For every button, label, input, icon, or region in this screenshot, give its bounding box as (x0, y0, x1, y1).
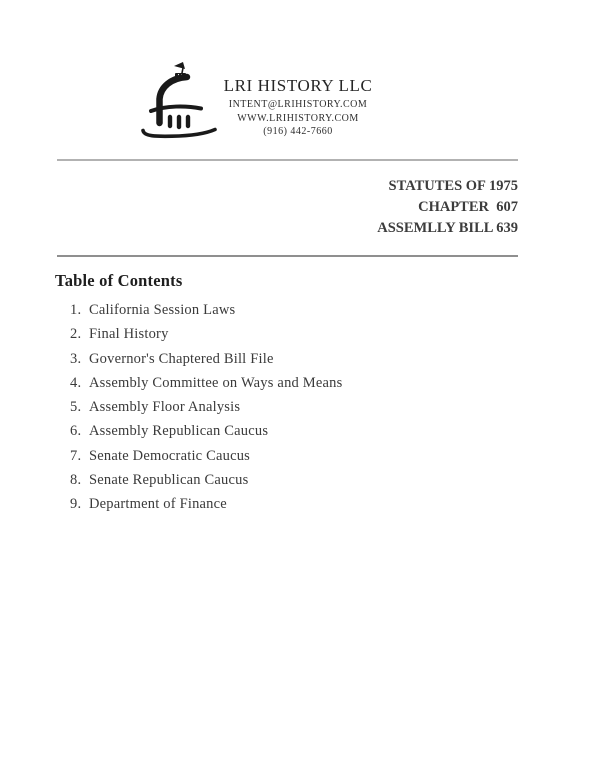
bottom-divider (57, 255, 518, 257)
toc-item-label: Assembly Committee on Ways and Means (89, 374, 343, 391)
toc-item-label: Final History (89, 326, 169, 343)
toc-item-number: 9. (70, 496, 82, 513)
statute-reference-block (0, 176, 518, 239)
toc-item (70, 471, 530, 490)
toc-item (70, 374, 530, 393)
phone-line: (916) 442-7660 (263, 126, 333, 137)
bill-line: ASSEMLLY BILL 639 (377, 220, 518, 236)
toc-item-label: California Session Laws (89, 302, 236, 318)
toc-item-label: Assembly Republican Caucus (89, 423, 269, 440)
toc-item (70, 422, 530, 441)
top-divider (57, 159, 518, 161)
email-line: INTENT@LRIHISTORY.COM (228, 99, 368, 110)
company-name: LRI HISTORY LLC (223, 76, 373, 95)
toc-item-label: Assembly Floor Analysis (89, 399, 241, 416)
toc-item (70, 398, 530, 417)
toc-title: Table of Contents (55, 271, 183, 290)
toc-item-label: Senate Republican Caucus (89, 472, 249, 489)
toc-item-number: 2. (70, 326, 82, 343)
toc-item-label: Senate Democratic Caucus (89, 447, 251, 464)
toc-item-number: 6. (70, 423, 82, 440)
statutes-line: STATUTES OF 1975 (388, 178, 518, 194)
toc-item-number: 1. (70, 302, 82, 318)
toc-item-number: 4. (70, 374, 82, 391)
toc-list (70, 301, 530, 520)
toc-item (70, 325, 530, 344)
toc-item-label: Department of Finance (89, 496, 227, 513)
toc-item-number: 8. (70, 472, 82, 489)
chapter-line: CHAPTER 607 (418, 199, 518, 215)
toc-item (70, 495, 530, 514)
toc-item-label: Governor's Chaptered Bill File (89, 350, 274, 367)
toc-item-number: 5. (70, 399, 82, 416)
toc-item-number: 7. (70, 447, 82, 464)
toc-item (70, 447, 530, 466)
letterhead (0, 74, 596, 139)
toc-item-number: 3. (70, 350, 82, 367)
toc-item (70, 301, 530, 320)
toc-item (70, 350, 530, 369)
website-line: WWW.LRIHISTORY.COM (237, 112, 359, 124)
